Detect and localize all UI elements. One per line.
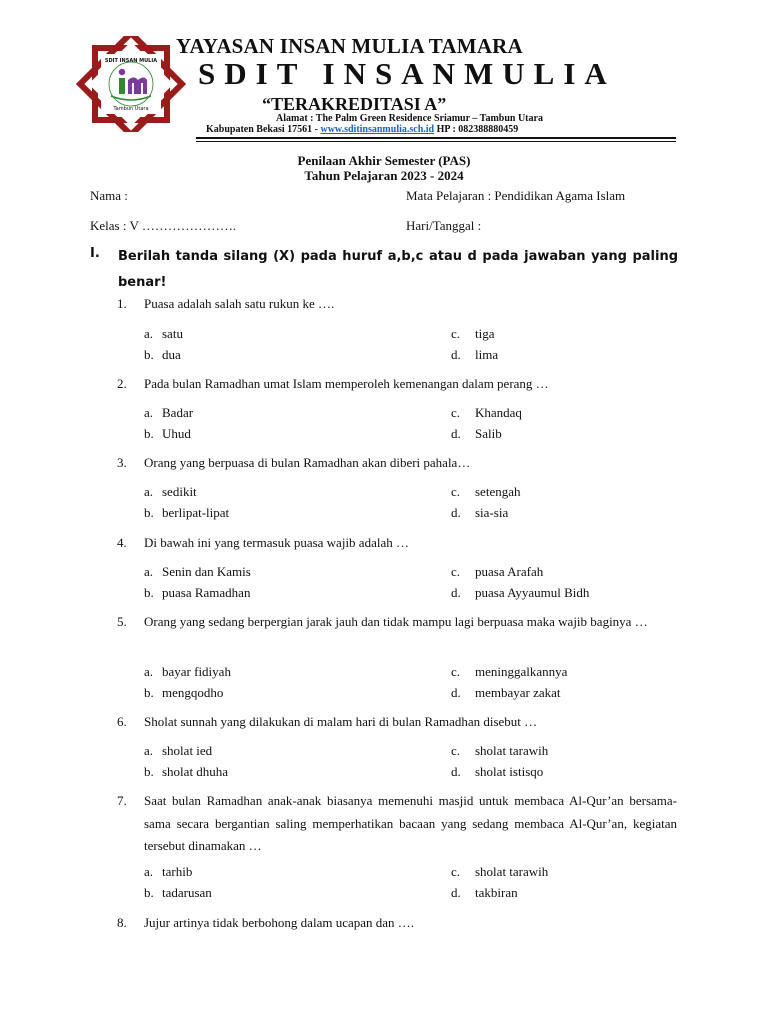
- foundation-name: YAYASAN INSAN MULIA TAMARA: [176, 34, 523, 58]
- option-c: tiga: [475, 326, 495, 341]
- option-letter: b.: [144, 426, 154, 441]
- contact-prefix: Kabupaten Bekasi 17561 -: [206, 124, 321, 135]
- question-text: Jujur artinya tidak berbohong dalam ucapan dan ….: [144, 915, 415, 930]
- option-a: Senin dan Kamis: [162, 564, 251, 579]
- question-text: Orang yang sedang berpergian jarak jauh dan tidak mampu lagi berpuasa maka wajib baginya …: [144, 614, 648, 629]
- contact-phone: HP : 082388880459: [434, 124, 519, 135]
- option-letter: a.: [144, 564, 154, 579]
- question-text: Di bawah ini yang termasuk puasa wajib adalah …: [144, 535, 409, 550]
- question-number: 8.: [117, 915, 127, 930]
- option-c: sholat tarawih: [475, 743, 549, 758]
- option-letter: a.: [144, 664, 154, 679]
- option-b: puasa Ramadhan: [162, 585, 251, 600]
- option-c: sholat tarawih: [475, 864, 549, 879]
- option-a: tarhib: [162, 864, 193, 879]
- option-c: setengah: [475, 484, 521, 499]
- option-letter: b.: [144, 585, 154, 600]
- question-text: Puasa adalah salah satu rukun ke ….: [144, 296, 335, 311]
- question-number: 5.: [117, 614, 127, 629]
- option-letter: b.: [144, 885, 154, 900]
- option-letter: d.: [451, 885, 461, 900]
- accreditation: “TERAKREDITASI A”: [262, 94, 447, 114]
- option-a: bayar fidiyah: [162, 664, 231, 679]
- option-letter: b.: [144, 685, 154, 700]
- header-rule-thick: [196, 137, 676, 139]
- option-d: sholat istisqo: [475, 764, 544, 779]
- option-b: dua: [162, 347, 181, 362]
- class-field: Kelas : V ………………….: [90, 218, 237, 233]
- question-number: 6.: [117, 714, 127, 729]
- section-instruction: Berilah tanda silang (X) pada huruf a,b,c atau d pada jawaban yang paling benar!: [118, 249, 678, 290]
- option-letter: a.: [144, 484, 154, 499]
- question-text: Pada bulan Ramadhan umat Islam memperoleh kemenangan dalam perang …: [144, 376, 549, 391]
- question-number: 4.: [117, 535, 127, 550]
- option-b: mengqodho: [162, 685, 224, 700]
- question-text: Saat bulan Ramadhan anak-anak biasanya memenuhi masjid untuk membaca Al-Qur’an bersama-sama secara bergantian saling memperhatikan bacaan yang sedang membaca Al-Qur’an, kegiatan tersebut dinamakan …: [144, 793, 677, 853]
- name-field: Nama :: [90, 188, 128, 203]
- header-rule-thin: [196, 141, 676, 142]
- date-field: Hari/Tanggal :: [406, 218, 482, 233]
- question-number: 3.: [117, 455, 127, 470]
- option-a: sedikit: [162, 484, 197, 499]
- exam-year: Tahun Pelajaran 2023 - 2024: [304, 168, 464, 183]
- option-letter: d.: [451, 764, 461, 779]
- section-number: I.: [90, 246, 100, 261]
- option-letter: a.: [144, 326, 154, 341]
- option-letter: b.: [144, 505, 154, 520]
- option-letter: d.: [451, 347, 461, 362]
- question-text: Orang yang berpuasa di bulan Ramadhan akan diberi pahala…: [144, 455, 471, 470]
- option-letter: d.: [451, 685, 461, 700]
- option-a: satu: [162, 326, 183, 341]
- option-letter: c.: [451, 484, 461, 499]
- option-b: sholat dhuha: [162, 764, 229, 779]
- option-b: tadarusan: [162, 885, 212, 900]
- option-letter: c.: [451, 864, 461, 879]
- school-contact: [206, 124, 518, 135]
- question-number: 1.: [117, 296, 127, 311]
- website-link[interactable]: www.sditinsanmulia.sch.id: [320, 124, 435, 135]
- option-a: sholat ied: [162, 743, 213, 758]
- option-d: sia-sia: [475, 505, 509, 520]
- option-letter: b.: [144, 347, 154, 362]
- option-d: lima: [475, 347, 499, 362]
- question-number: 2.: [117, 376, 127, 391]
- school-address: Alamat : The Palm Green Residence Sriamur – Tambun Utara: [276, 113, 543, 124]
- option-letter: a.: [144, 743, 154, 758]
- option-c: meninggalkannya: [475, 664, 568, 679]
- option-letter: b.: [144, 764, 154, 779]
- logo-bottom-text: Tambun Utara: [113, 106, 149, 112]
- option-letter: c.: [451, 326, 461, 341]
- option-a: Badar: [162, 405, 194, 420]
- exam-title: Penilaan Akhir Semester (PAS): [297, 153, 471, 168]
- option-letter: a.: [144, 405, 154, 420]
- option-letter: d.: [451, 426, 461, 441]
- option-letter: c.: [451, 564, 461, 579]
- subject-field: Mata Pelajaran : Pendidikan Agama Islam: [406, 188, 626, 203]
- logo-top-text: SDIT INSAN MULIA: [104, 58, 158, 64]
- question-number: 7.: [117, 793, 127, 808]
- question-text: Sholat sunnah yang dilakukan di malam hari di bulan Ramadhan disebut …: [144, 714, 538, 729]
- option-letter: d.: [451, 585, 461, 600]
- option-c: Khandaq: [475, 405, 522, 420]
- option-c: puasa Arafah: [475, 564, 544, 579]
- school-logo: [76, 36, 186, 132]
- option-b: berlipat-lipat: [162, 505, 230, 520]
- option-letter: a.: [144, 864, 154, 879]
- option-d: membayar zakat: [475, 685, 561, 700]
- option-letter: c.: [451, 664, 461, 679]
- option-d: Salib: [475, 426, 502, 441]
- school-name: SDIT INSANMULIA: [198, 56, 616, 91]
- option-d: puasa Ayyaumul Bidh: [475, 585, 590, 600]
- option-letter: c.: [451, 405, 461, 420]
- option-b: Uhud: [162, 426, 191, 441]
- option-letter: c.: [451, 743, 461, 758]
- option-letter: d.: [451, 505, 461, 520]
- option-d: takbiran: [475, 885, 518, 900]
